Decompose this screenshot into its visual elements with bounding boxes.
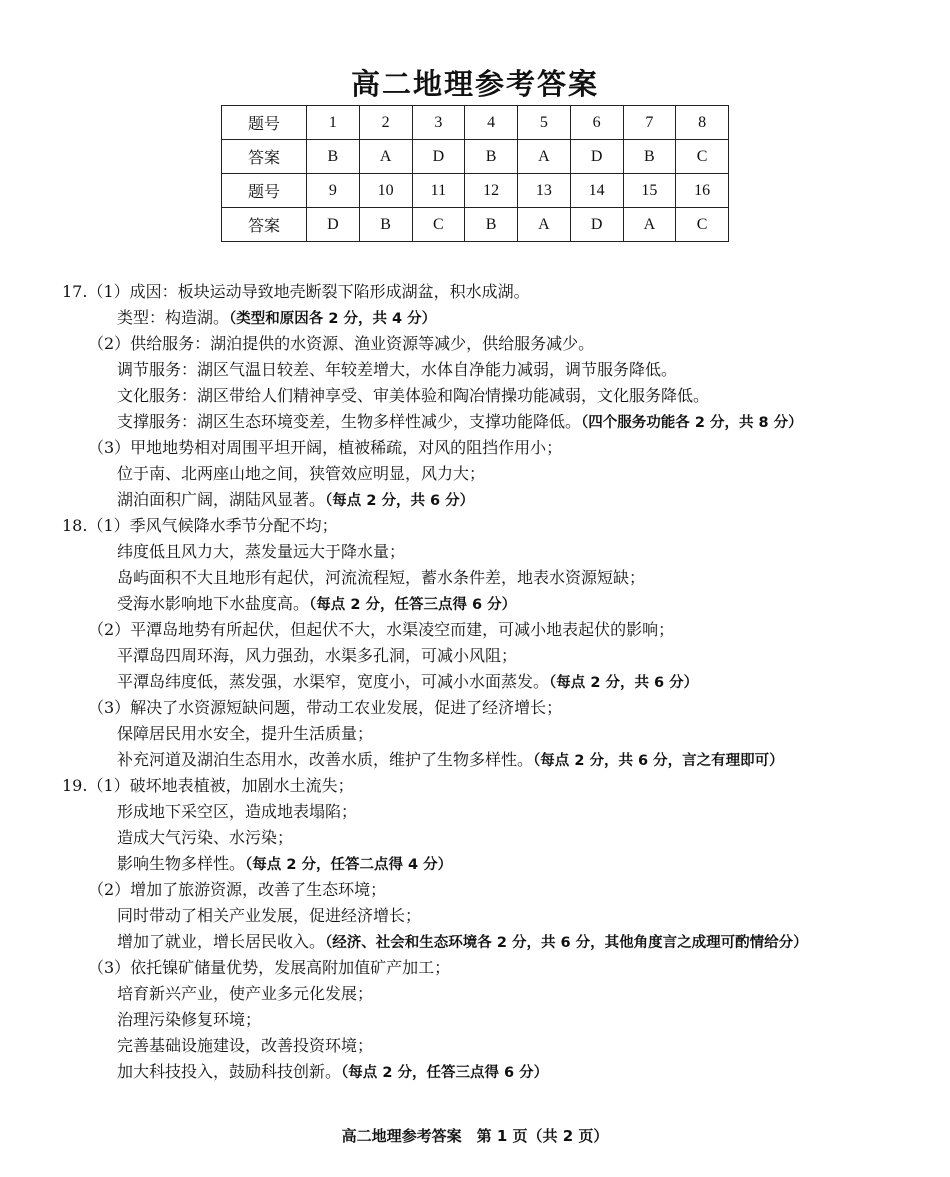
table-row (222, 174, 729, 208)
table-cell: B (465, 208, 518, 242)
answer-text: 19.（1）破坏地表植被，加剧水土流失； (62, 776, 354, 795)
answer-line (62, 877, 912, 903)
answer-line (62, 955, 912, 981)
answer-line (62, 461, 912, 487)
answer-line (62, 1033, 912, 1059)
answer-line (62, 669, 912, 695)
scoring-note: （类型和原因各 2 分，共 4 分） (229, 311, 437, 327)
table-row-header: 题号 (222, 106, 307, 140)
table-cell: 12 (465, 174, 518, 208)
table-cell: 14 (570, 174, 623, 208)
answer-line (62, 695, 912, 721)
answer-text: 保障居民用水安全，提升生活质量； (117, 724, 374, 743)
answer-text: （2）供给服务：湖泊提供的水资源、渔业资源等减少，供给服务减少。 (88, 334, 595, 353)
answer-text: （3）解决了水资源短缺问题，带动工农业发展，促进了经济增长； (88, 698, 563, 717)
answer-text: 调节服务：湖区气温日较差、年较差增大，水体自净能力减弱，调节服务降低。 (117, 360, 678, 379)
answer-line (62, 1059, 912, 1085)
answer-text: 影响生物多样性。 (117, 854, 246, 873)
scoring-note: （每点 2 分，任答二点得 4 分） (245, 857, 453, 873)
answer-line (62, 1007, 912, 1033)
table-cell: 10 (359, 174, 412, 208)
table-cell: D (570, 140, 623, 174)
answer-line (62, 903, 912, 929)
table-cell: 2 (359, 106, 412, 140)
answer-text: 17.（1）成因：板块运动导致地壳断裂下陷形成湖盆，积水成湖。 (62, 282, 530, 301)
answer-line (62, 539, 912, 565)
scoring-note: （每点 2 分，任答三点得 6 分） (309, 597, 517, 613)
answer-text: 支撑服务：湖区生态环境变差，生物多样性减少，支撑功能降低。 (117, 412, 582, 431)
answer-text: 造成大气污染、水污染； (117, 828, 294, 847)
answer-line (62, 487, 912, 513)
table-cell: B (623, 140, 676, 174)
answer-text: 治理污染修复环境； (117, 1010, 262, 1029)
answer-line (62, 279, 912, 305)
table-cell: 6 (570, 106, 623, 140)
table-cell: 4 (465, 106, 518, 140)
table-cell: D (570, 208, 623, 242)
answer-line (62, 851, 912, 877)
answer-text: 平潭岛四周环海，风力强劲，水渠多孔洞，可减小风阻； (117, 646, 518, 665)
answer-line (62, 617, 912, 643)
page-title: 高二地理参考答案 (350, 67, 599, 101)
table-cell: C (412, 208, 465, 242)
answer-line (62, 357, 912, 383)
table-cell: B (307, 140, 360, 174)
answer-text: 类型：构造湖。 (117, 308, 230, 327)
answer-text: 文化服务：湖区带给人们精神享受、审美体验和陶冶情操功能减弱，文化服务降低。 (117, 386, 710, 405)
answer-text: 形成地下采空区，造成地表塌陷； (117, 802, 358, 821)
table-cell: C (676, 208, 729, 242)
answer-line (62, 981, 912, 1007)
answer-text: 18.（1）季风气候降水季节分配不均； (62, 516, 338, 535)
table-row-header: 答案 (222, 140, 307, 174)
table-cell: 16 (676, 174, 729, 208)
answer-text: 湖泊面积广阔，湖陆风显著。 (117, 490, 326, 509)
table-cell: C (676, 140, 729, 174)
answer-line (62, 383, 912, 409)
table-cell: D (412, 140, 465, 174)
scoring-note: （每点 2 分，共 6 分） (549, 675, 699, 691)
table-cell: 11 (412, 174, 465, 208)
answer-line (62, 747, 912, 773)
answer-text: 受海水影响地下水盐度高。 (117, 594, 310, 613)
answer-line (62, 565, 912, 591)
answer-table (221, 105, 729, 242)
answer-text: （3）依托镍矿储量优势，发展高附加值矿产加工； (88, 958, 451, 977)
answer-text: 同时带动了相关产业发展，促进经济增长； (117, 906, 422, 925)
table-row-header: 答案 (222, 208, 307, 242)
table-cell: 8 (676, 106, 729, 140)
table-cell: D (307, 208, 360, 242)
table-cell: B (359, 208, 412, 242)
scoring-note: （每点 2 分，任答三点得 6 分） (341, 1065, 549, 1081)
page-footer: 高二地理参考答案 第 1 页（共 2 页） (341, 1127, 609, 1145)
answer-line (62, 721, 912, 747)
answer-text: （2）平潭岛地势有所起伏，但起伏不大，水渠凌空而建，可减小地表起伏的影响； (88, 620, 675, 639)
answer-text: （2）增加了旅游资源，改善了生态环境； (88, 880, 387, 899)
table-row (222, 208, 729, 242)
table-cell: 5 (518, 106, 571, 140)
scoring-note: （每点 2 分，共 6 分） (325, 493, 475, 509)
table-cell: 3 (412, 106, 465, 140)
answer-text: 位于南、北两座山地之间，狭管效应明显，风力大； (117, 464, 486, 483)
answer-line (62, 591, 912, 617)
answer-text: 增加了就业，增长居民收入。 (117, 932, 326, 951)
scoring-note: （每点 2 分，共 6 分，言之有理即可） (533, 753, 784, 769)
table-row (222, 106, 729, 140)
scoring-note: （经济、社会和生态环境各 2 分，共 6 分，其他角度言之成理可酌情给分） (325, 935, 808, 951)
answer-text: （3）甲地地势相对周围平坦开阔，植被稀疏，对风的阻挡作用小； (88, 438, 563, 457)
table-cell: 13 (518, 174, 571, 208)
answer-text: 岛屿面积不大且地形有起伏，河流流程短，蓄水条件差，地表水资源短缺； (117, 568, 646, 587)
answer-content (62, 279, 912, 1085)
answer-text: 培育新兴产业，使产业多元化发展； (117, 984, 374, 1003)
table-cell: 15 (623, 174, 676, 208)
answer-line (62, 825, 912, 851)
answer-text: 加大科技投入，鼓励科技创新。 (117, 1062, 342, 1081)
table-row-header: 题号 (222, 174, 307, 208)
answer-text: 平潭岛纬度低，蒸发强，水渠窄，宽度小，可减小水面蒸发。 (117, 672, 550, 691)
table-cell: A (359, 140, 412, 174)
answer-line (62, 643, 912, 669)
answer-line (62, 331, 912, 357)
table-cell: 9 (307, 174, 360, 208)
table-cell: 1 (307, 106, 360, 140)
answer-text: 完善基础设施建设，改善投资环境； (117, 1036, 374, 1055)
table-cell: A (518, 208, 571, 242)
answer-line (62, 513, 912, 539)
scoring-note: （四个服务功能各 2 分，共 8 分） (581, 415, 803, 431)
answer-line (62, 799, 912, 825)
table-cell: B (465, 140, 518, 174)
answer-line (62, 409, 912, 435)
answer-line (62, 305, 912, 331)
answer-line (62, 929, 912, 955)
table-cell: 7 (623, 106, 676, 140)
answer-text: 补充河道及湖泊生态用水，改善水质，维护了生物多样性。 (117, 750, 534, 769)
answer-line (62, 773, 912, 799)
answer-text: 纬度低且风力大，蒸发量远大于降水量； (117, 542, 406, 561)
table-cell: A (623, 208, 676, 242)
answer-line (62, 435, 912, 461)
table-cell: A (518, 140, 571, 174)
table-row (222, 140, 729, 174)
